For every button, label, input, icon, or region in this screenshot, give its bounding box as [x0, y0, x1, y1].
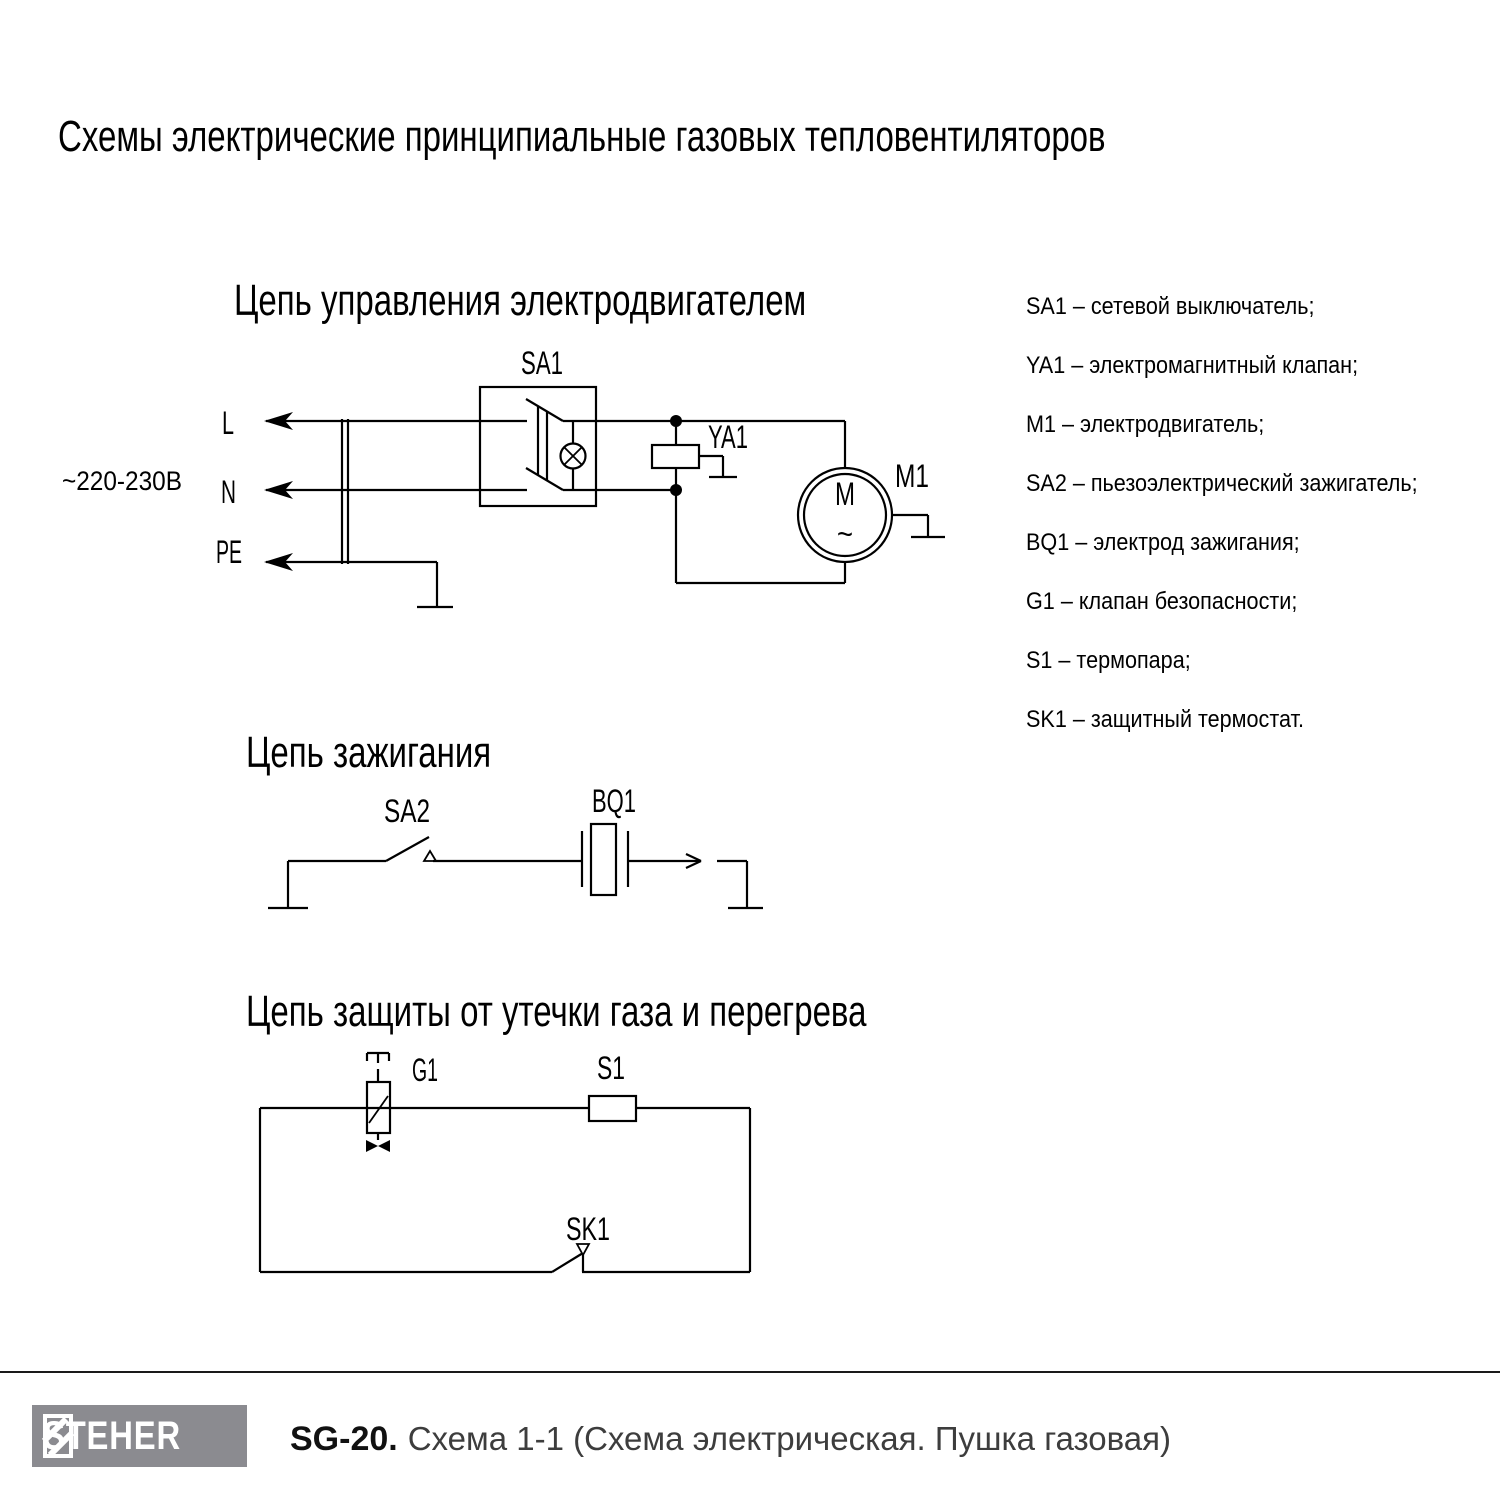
- legend-item: SK1 – защитный термостат.: [1026, 706, 1305, 733]
- motor-tilde: ~: [837, 516, 853, 552]
- page-title: Схемы электрические принципиальные газовых тепловентиляторов: [58, 112, 1106, 161]
- circuit3-schematic: [240, 1040, 770, 1290]
- steher-logo: [32, 1405, 247, 1467]
- sa2-switch-symbol: [386, 837, 436, 861]
- valve-bowtie-icon: [366, 1140, 378, 1152]
- legend: [1026, 277, 1461, 749]
- bq1-electrode-symbol: [582, 824, 628, 895]
- left-ground-icon: [268, 861, 308, 908]
- terminal-l-label: L: [222, 405, 234, 441]
- legend-item: G1 – клапан безопасности;: [1026, 588, 1298, 615]
- g1-label: G1: [412, 1052, 438, 1088]
- legend-item: SA1 – сетевой выключатель;: [1026, 293, 1315, 320]
- brand-name: STEHER: [43, 1413, 181, 1458]
- terminal-pe-label: PE: [216, 534, 242, 570]
- right-ground-icon: [717, 861, 763, 908]
- legend-item: BQ1 – электрод зажигания;: [1026, 529, 1300, 556]
- footer-caption: [290, 1420, 1171, 1459]
- legend-item: SA2 – пьезоэлектрический зажигатель;: [1026, 470, 1418, 497]
- bq1-label: BQ1: [592, 783, 636, 819]
- indicator-lamp-icon: [561, 421, 586, 490]
- sa1-label: SA1: [521, 345, 563, 381]
- mains-terminals: [264, 412, 527, 607]
- circuit1-title: Цепь управления электродвигателем: [234, 276, 807, 325]
- sk1-thermostat-symbol: [552, 1244, 589, 1272]
- footer-divider: [0, 1371, 1500, 1373]
- circuit1-schematic: [40, 335, 960, 645]
- contact-marker-icon: [424, 851, 436, 861]
- scheme-description: Схема 1-1 (Схема электрическая. Пушка газовая): [407, 1420, 1171, 1457]
- sk1-label: SK1: [566, 1211, 610, 1247]
- legend-item: YA1 – электромагнитный клапан;: [1026, 352, 1359, 379]
- s1-thermocouple-symbol: [589, 1096, 636, 1121]
- voltage-label: ~220-230В: [62, 466, 182, 496]
- circuit2-title: Цепь зажигания: [246, 728, 492, 777]
- model-number: SG-20.: [290, 1420, 398, 1458]
- terminal-n-label: N: [221, 474, 236, 510]
- ya1-label: YA1: [708, 419, 748, 455]
- s1-label: S1: [597, 1050, 625, 1086]
- circuit3-title: Цепь защиты от утечки газа и перегрева: [246, 987, 867, 1036]
- circuit2-schematic: [230, 775, 790, 920]
- sa2-label: SA2: [384, 793, 430, 829]
- ya1-ground-icon: [699, 456, 737, 477]
- legend-item: S1 – термопара;: [1026, 647, 1191, 674]
- m1-label: M1: [895, 458, 929, 494]
- legend-item: M1 – электродвигатель;: [1026, 411, 1265, 438]
- motor-letter: M: [835, 476, 855, 512]
- pe-ground-icon: [417, 562, 453, 607]
- motor-ground-icon: [892, 515, 945, 537]
- g1-valve-symbol: [366, 1053, 390, 1152]
- sa1-switch-symbol: [480, 387, 596, 506]
